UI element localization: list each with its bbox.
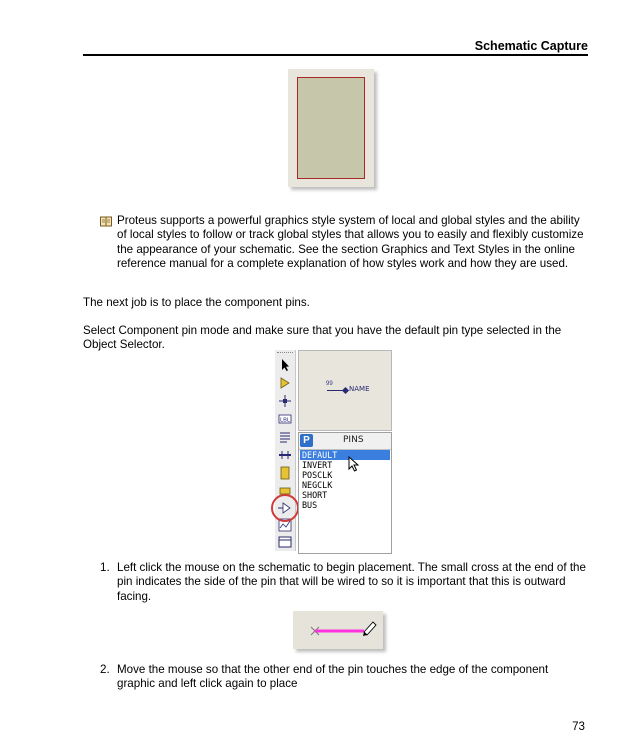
pin-type-list (300, 450, 390, 510)
page-header-title: Schematic Capture (474, 39, 588, 53)
pin-preview-number: 99 (326, 381, 333, 387)
list-text: Move the mouse so that the other end of the pin touches the edge of the component graphic and left click again to place (117, 663, 549, 691)
pin-type-item-default[interactable]: DEFAULT (300, 450, 390, 460)
wire-label-mode-icon[interactable] (278, 412, 292, 426)
junction-mode-icon[interactable] (278, 394, 292, 408)
component-body-rectangle (297, 77, 365, 179)
object-selector (298, 432, 392, 554)
list-number: 2. (100, 663, 110, 676)
pin-mode-highlight-circle (271, 494, 299, 522)
pin-type-item-short[interactable]: SHORT (302, 490, 328, 500)
pin-type-item-invert[interactable]: INVERT (302, 460, 333, 470)
pin-type-item-posclk[interactable]: POSCLK (302, 470, 333, 480)
book-icon (100, 216, 112, 227)
pin-preview-name: NAME (349, 385, 370, 393)
selection-mode-icon[interactable] (278, 358, 292, 372)
pin-preview-dot (342, 387, 349, 394)
object-selector-title: PINS (343, 435, 364, 445)
pin-placement-drawing (293, 611, 383, 649)
mouse-pointer-icon (348, 456, 360, 472)
object-preview (298, 350, 392, 431)
component-mode-icon[interactable] (278, 376, 292, 390)
tape-recorder-mode-icon[interactable] (278, 535, 292, 549)
component-body-figure (288, 69, 374, 187)
pin-preview (326, 381, 386, 396)
paragraph-place-pins: The next job is to place the component pins. (83, 296, 310, 309)
note-text: Proteus supports a powerful graphics style system of local and global styles and the ability of local styles to follow or track global styles that allows you to easily and flexibly customize the appearance of your schematic. See the section Graphics and Text Styles in the online reference manual for a complete explanation of how styles work and how they are used. (117, 214, 584, 271)
pin-type-item-bus[interactable]: BUS (302, 500, 318, 510)
pin-type-item-negclk[interactable]: NEGCLK (302, 480, 333, 490)
svg-text:LBL: LBL (280, 417, 290, 424)
list-number: 1. (100, 561, 110, 574)
pencil-cursor-icon (363, 622, 376, 636)
page-number: 73 (572, 720, 585, 733)
pin-placement-figure (293, 611, 383, 649)
toolbar-grip (277, 352, 293, 353)
paragraph-select-pin-mode: Select Component pin mode and make sure that you have the default pin type selected in the Object Selector. (83, 324, 562, 352)
header-rule (83, 54, 588, 56)
subcircuit-mode-icon[interactable] (278, 466, 292, 480)
bus-mode-icon[interactable] (278, 448, 292, 462)
text-script-mode-icon[interactable] (278, 430, 292, 444)
object-selector-header (299, 433, 391, 450)
list-text: Left click the mouse on the schematic to begin placement. The small cross at the end of the pin indicates the side of the pin that will be wired to so it is important that this is outward facing. (117, 561, 586, 603)
pick-devices-button[interactable]: P (300, 434, 313, 447)
pin-mode-screenshot (273, 350, 393, 553)
